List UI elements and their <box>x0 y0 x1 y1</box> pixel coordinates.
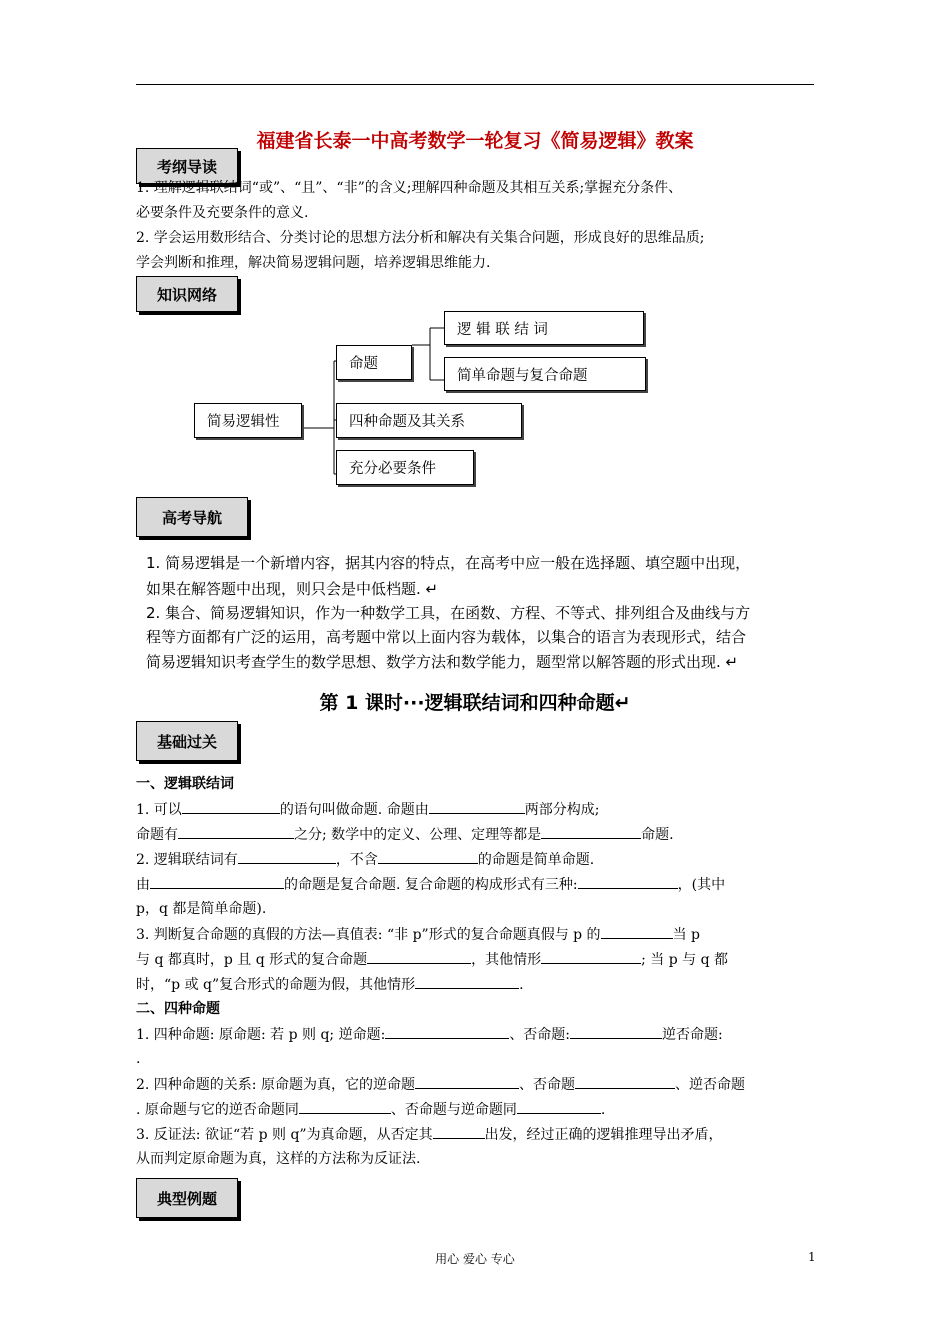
part1-line-3 <box>136 847 594 873</box>
blank <box>378 847 478 864</box>
text: . 原命题与它的逆否命题同 <box>136 1102 299 1118</box>
text: ，其他情形 <box>471 952 542 968</box>
part2-line-5 <box>136 1122 723 1148</box>
text: 的命题是简单命题. <box>477 852 595 868</box>
text: 当 p <box>672 927 700 943</box>
blank <box>429 797 525 814</box>
part1-line-4 <box>136 872 725 898</box>
part1-line-2 <box>136 822 674 848</box>
section-navigation: 高考导航 <box>136 497 248 537</box>
section-network: 知识网络 <box>136 276 238 312</box>
text: ; 当 p 与 q 都 <box>641 952 729 968</box>
text: 的命题是复合命题. 复合命题的构成形式有三种: <box>284 877 578 893</box>
text: ，不含 <box>335 852 378 868</box>
text: 1. 可以 <box>136 802 182 818</box>
node-root: 简易逻辑性 <box>194 403 302 438</box>
part1-line-8 <box>136 972 524 998</box>
section-basics: 基础过关 <box>136 721 238 761</box>
page-title: 福建省长泰一中高考数学一轮复习《简易逻辑》教案 <box>256 130 694 152</box>
node-connectives: 逻 辑 联 结 词 <box>444 311 644 345</box>
section-examples: 典型例题 <box>136 1178 238 1218</box>
part2-heading: 二、四种命题 <box>136 1001 220 1017</box>
blank <box>415 1072 519 1089</box>
node-simple-compound: 简单命题与复合命题 <box>444 357 646 391</box>
blank <box>517 1097 601 1114</box>
text: 之分; 数学中的定义、公理、定理等都是 <box>294 827 542 843</box>
navigation-line-3: 2. 集合、简易逻辑知识，作为一种数学工具，在函数、方程、不等式、排列组合及曲线与方 <box>146 604 751 622</box>
text: 逆否命题: <box>662 1027 723 1043</box>
text: ，(其中 <box>677 877 726 893</box>
text: 2. 逻辑联结词有 <box>136 852 238 868</box>
text: . <box>600 1102 606 1118</box>
node-four-propositions: 四种命题及其关系 <box>336 403 522 438</box>
text: 、否命题 <box>518 1077 575 1093</box>
blank <box>570 1022 662 1039</box>
blank <box>601 922 673 939</box>
navigation-line-2: 如果在解答题中出现，则只会是中低档题. ↵ <box>146 580 439 598</box>
part1-line-6 <box>136 922 700 948</box>
node-proposition: 命题 <box>336 345 412 380</box>
outline-line-4: 学会判断和推理，解决简易逻辑问题，培养逻辑思维能力. <box>136 255 491 271</box>
text: 命题. <box>641 827 674 843</box>
section-outline: 考纲导读 <box>136 148 238 184</box>
part2-line-3 <box>136 1072 745 1098</box>
text: 、否命题: <box>509 1027 571 1043</box>
blank <box>385 1022 509 1039</box>
blank <box>541 822 641 839</box>
text: 两部分构成; <box>524 802 600 818</box>
navigation-line-5: 简易逻辑知识考查学生的数学思想、数学方法和数学能力，题型常以解答题的形式出现. ↵ <box>146 653 739 671</box>
blank <box>433 1122 485 1139</box>
lesson-title: 第 1 课时···逻辑联结词和四种命题↵ <box>319 692 631 714</box>
part1-line-7 <box>136 947 728 973</box>
blank <box>367 947 471 964</box>
blank <box>182 797 280 814</box>
part1-heading: 一、逻辑联结词 <box>136 776 234 792</box>
blank <box>178 822 294 839</box>
text: 命题有 <box>136 827 178 843</box>
blank <box>150 872 284 889</box>
part2-line-6: 从而判定原命题为真，这样的方法称为反证法. <box>136 1151 421 1167</box>
text: 与 q 都真时，p 且 q 形式的复合命题 <box>136 952 368 968</box>
text: 时，“p 或 q”复合形式的命题为假，其他情形 <box>136 977 416 993</box>
blank <box>578 872 678 889</box>
blank <box>575 1072 675 1089</box>
text: 3. 判断复合命题的真假的方法—真值表: “非 p”形式的复合命题真假与 p 的 <box>136 927 601 943</box>
blank <box>299 1097 391 1114</box>
footer: 用心 爱心 专心 <box>435 1252 515 1266</box>
text: 1. 四种命题: 原命题: 若 p 则 q; 逆命题: <box>136 1027 386 1043</box>
text: . <box>519 977 524 993</box>
outline-line-3: 2. 学会运用数形结合、分类讨论的思想方法分析和解决有关集合问题，形成良好的思维品质; <box>136 230 705 246</box>
text: 2. 四种命题的关系: 原命题为真，它的逆命题 <box>136 1077 415 1093</box>
part2-line-4 <box>136 1097 605 1123</box>
text: 、否命题与逆命题同 <box>390 1102 517 1118</box>
navigation-line-1: 1. 简易逻辑是一个新增内容，据其内容的特点，在高考中应一般在选择题、填空题中出现， <box>146 554 751 572</box>
navigation-line-4: 程等方面都有广泛的运用，高考题中常以上面内容为载体，以集合的语言为表现形式，结合 <box>146 628 747 646</box>
blank <box>415 972 519 989</box>
outline-line-2: 必要条件及充要条件的意义. <box>136 205 309 221</box>
part1-line-5: p，q 都是简单命题). <box>136 901 267 917</box>
text: 3. 反证法: 欲证“若 p 则 q”为真命题，从否定其 <box>136 1127 433 1143</box>
part2-line-1 <box>136 1022 723 1048</box>
part2-line-2: . <box>136 1051 141 1067</box>
text: 由 <box>136 877 150 893</box>
text: 、逆否命题 <box>674 1077 745 1093</box>
blank <box>238 847 336 864</box>
text: 的语句叫做命题. 命题由 <box>279 802 429 818</box>
page-number: 1 <box>808 1250 816 1264</box>
outline-line-1: 1. 理解逻辑联结词“或”、“且”、“非”的含义;理解四种命题及其相互关系;掌握充分条件、 <box>136 180 683 196</box>
text: 出发，经过正确的逻辑推理导出矛盾， <box>484 1127 723 1143</box>
node-conditions: 充分必要条件 <box>336 450 474 485</box>
part1-line-1 <box>136 797 599 823</box>
blank <box>541 947 641 964</box>
